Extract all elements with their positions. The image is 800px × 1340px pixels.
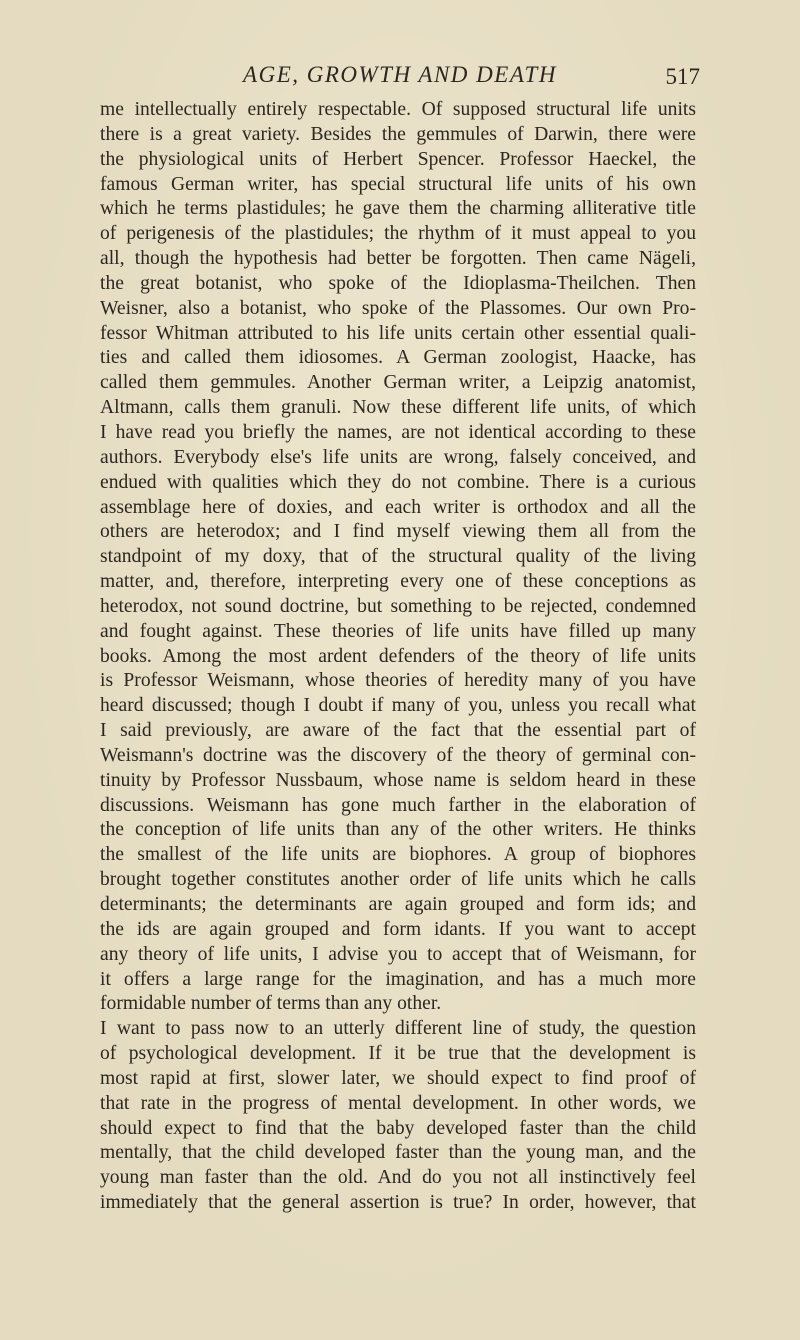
paragraph-end-line: formidable number of terms than any other.	[100, 993, 442, 1015]
paragraph-start-line: I want to pass now to an utterly different line of study, the question	[100, 1018, 696, 1040]
text-line: Weisner, also a botanist, who spoke of the Plassomes. Our own Pro-	[100, 297, 696, 319]
running-title: AGE, GROWTH AND DEATH	[243, 62, 557, 87]
text-line: immediately that the general assertion is true? In order, however, that	[100, 1192, 696, 1214]
text-line: and fought against. These theories of life units have filled up many	[100, 620, 696, 642]
text-line: should expect to find that the baby developed faster than the child	[100, 1117, 696, 1139]
text-line: most rapid at first, slower later, we should expect to find proof of	[100, 1067, 696, 1089]
text-line: it offers a large range for the imagination, and has a much more	[100, 968, 696, 990]
text-line: there is a great variety. Besides the gemmules of Darwin, there were	[100, 123, 696, 145]
text-line: the ids are again grouped and form idants. If you want to accept	[100, 918, 696, 940]
text-line: heard discussed; though I doubt if many of you, unless you recall what	[100, 695, 696, 717]
text-line: me intellectually entirely respectable. Of supposed structural life units	[100, 99, 696, 120]
text-line: of psychological development. If it be true that the development is	[100, 1043, 696, 1065]
text-line: tinuity by Professor Nussbaum, whose name is seldom heard in these	[100, 769, 696, 791]
running-head	[0, 60, 800, 96]
text-line: the great botanist, who spoke of the Idioplasma-Theilchen. Then	[100, 272, 696, 294]
text-line: mentally, that the child developed faster than the young man, and the	[100, 1142, 696, 1164]
text-line: called them gemmules. Another German writer, a Leipzig anatomist,	[100, 372, 696, 394]
text-line: determinants; the determinants are again grouped and form ids; and	[100, 894, 696, 915]
text-line: of perigenesis of the plastidules; the rhythm of it must appeal to you	[100, 223, 696, 245]
text-line: that rate in the progress of mental development. In other words, we	[100, 1092, 696, 1114]
text-line: books. Among the most ardent defenders of the theory of life units	[100, 645, 696, 667]
text-line: famous German writer, has special structural life units of his own	[100, 173, 696, 195]
text-line: matter, and, therefore, interpreting every one of these conceptions as	[100, 571, 696, 593]
text-line: all, though the hypothesis had better be forgotten. Then came Nägeli,	[100, 248, 696, 270]
body-text	[100, 98, 696, 1216]
text-line: any theory of life units, I advise you to accept that of Weismann, for	[100, 943, 696, 965]
text-line: assemblage here of doxies, and each writer is orthodox and all the	[100, 496, 696, 518]
page-number: 517	[665, 64, 700, 89]
text-line: fessor Whitman attributed to his life units certain other essential quali-	[100, 322, 696, 344]
text-line: I have read you briefly the names, are not identical according to these	[100, 421, 696, 443]
text-line: endued with qualities which they do not combine. There is a curious	[100, 471, 696, 493]
text-line: standpoint of my doxy, that of the structural quality of the living	[100, 546, 696, 568]
text-line: others are heterodox; and I find myself viewing them all from the	[100, 521, 696, 543]
text-line: ties and called them idiosomes. A German zoologist, Haacke, has	[100, 347, 696, 369]
text-line: heterodox, not sound doctrine, but something to be rejected, condemned	[100, 595, 696, 617]
text-line: the conception of life units than any of the other writers. He thinks	[100, 819, 696, 841]
text-line: brought together constitutes another order of life units which he calls	[100, 869, 696, 891]
text-line: I said previously, are aware of the fact that the essential part of	[100, 720, 696, 742]
text-line: Altmann, calls them granuli. Now these different life units, of which	[100, 397, 696, 419]
text-line: discussions. Weismann has gone much farther in the elaboration of	[100, 794, 696, 816]
text-line: Weismann's doctrine was the discovery of the theory of germinal con-	[100, 744, 696, 766]
text-line: young man faster than the old. And do you not all instinctively feel	[100, 1167, 696, 1189]
text-line: authors. Everybody else's life units are wrong, falsely conceived, and	[100, 446, 696, 468]
text-line: which he terms plastidules; he gave them the charming alliterative title	[100, 198, 696, 220]
text-line: the smallest of the life units are biophores. A group of biophores	[100, 844, 696, 866]
text-line: is Professor Weismann, whose theories of heredity many of you have	[100, 670, 696, 692]
text-line: the physiological units of Herbert Spencer. Professor Haeckel, the	[100, 148, 696, 170]
